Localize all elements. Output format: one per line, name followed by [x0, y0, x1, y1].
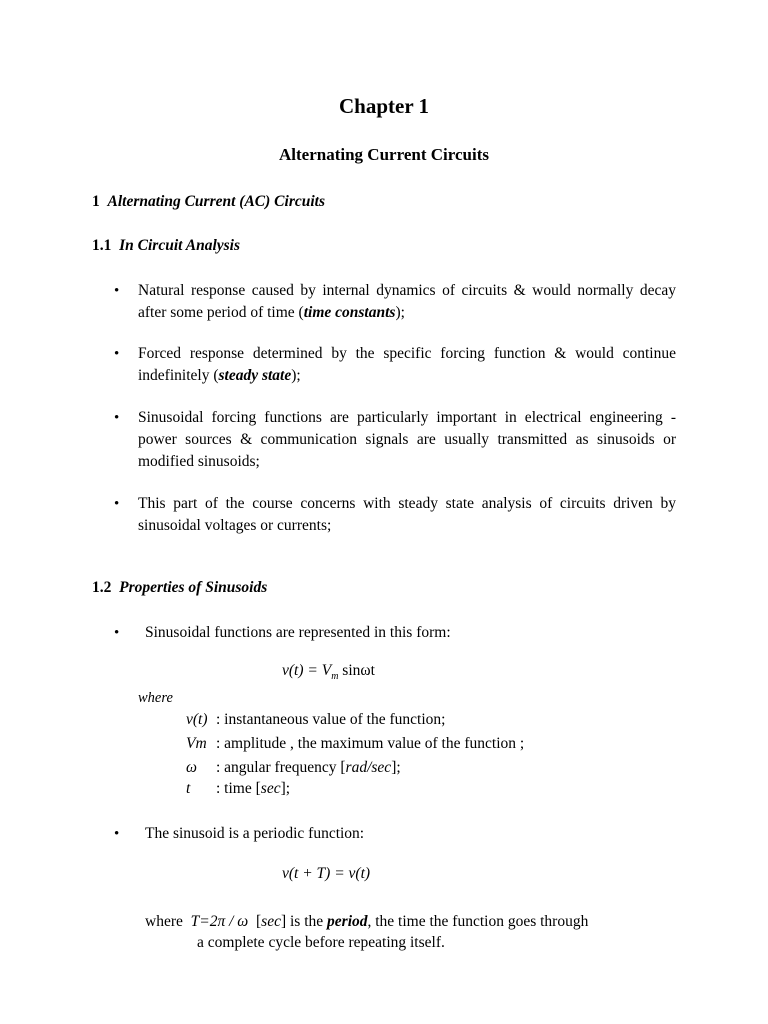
list-item: • Sinusoidal functions are represented in this form: [145, 622, 683, 644]
section-heading-1-1: 1.1 In Circuit Analysis [92, 237, 241, 254]
chapter-subtitle: Alternating Current Circuits [279, 145, 489, 164]
definition-row: v(t) : instantaneous value of the function; [186, 711, 446, 728]
section-heading-1-2: 1.2 Properties of Sinusoids [92, 579, 268, 596]
list-item: • Forced response determined by the specific forcing function & would continue indefinitely (steady state); [138, 343, 676, 387]
list-item: • This part of the course concerns with steady state analysis of circuits driven by sinusoidal voltages or currents; [138, 493, 676, 537]
definition-row: ω : angular frequency [rad/sec]; [186, 759, 401, 776]
list-item: • Natural response caused by internal dynamics of circuits & would normally decay after some period of time (time constants); [138, 280, 676, 324]
section-heading-1: 1 Alternating Current (AC) Circuits [92, 193, 325, 210]
equation-sinusoid: $v(t) = V_m$ sinωt [282, 662, 375, 683]
definition-row: t : time [sec]; [186, 780, 291, 797]
equation-periodic: v(t + T) = v(t) [282, 865, 371, 882]
list-item: • The sinusoid is a periodic function: [145, 823, 683, 845]
chapter-title: Chapter 1 [338, 94, 430, 118]
list-item: • Sinusoidal forcing functions are particularly important in electrical engineering - power sources & communication signals are usually transmitted as sinusoids or modified sinusoids; [138, 407, 676, 473]
definition-row: Vm : amplitude , the maximum value of the function ; [186, 735, 525, 752]
period-definition: where T=2π / ω [sec] is the period, the time the function goes through a complete cycle before repeating itself. [145, 913, 589, 951]
where-label: where [138, 690, 173, 706]
